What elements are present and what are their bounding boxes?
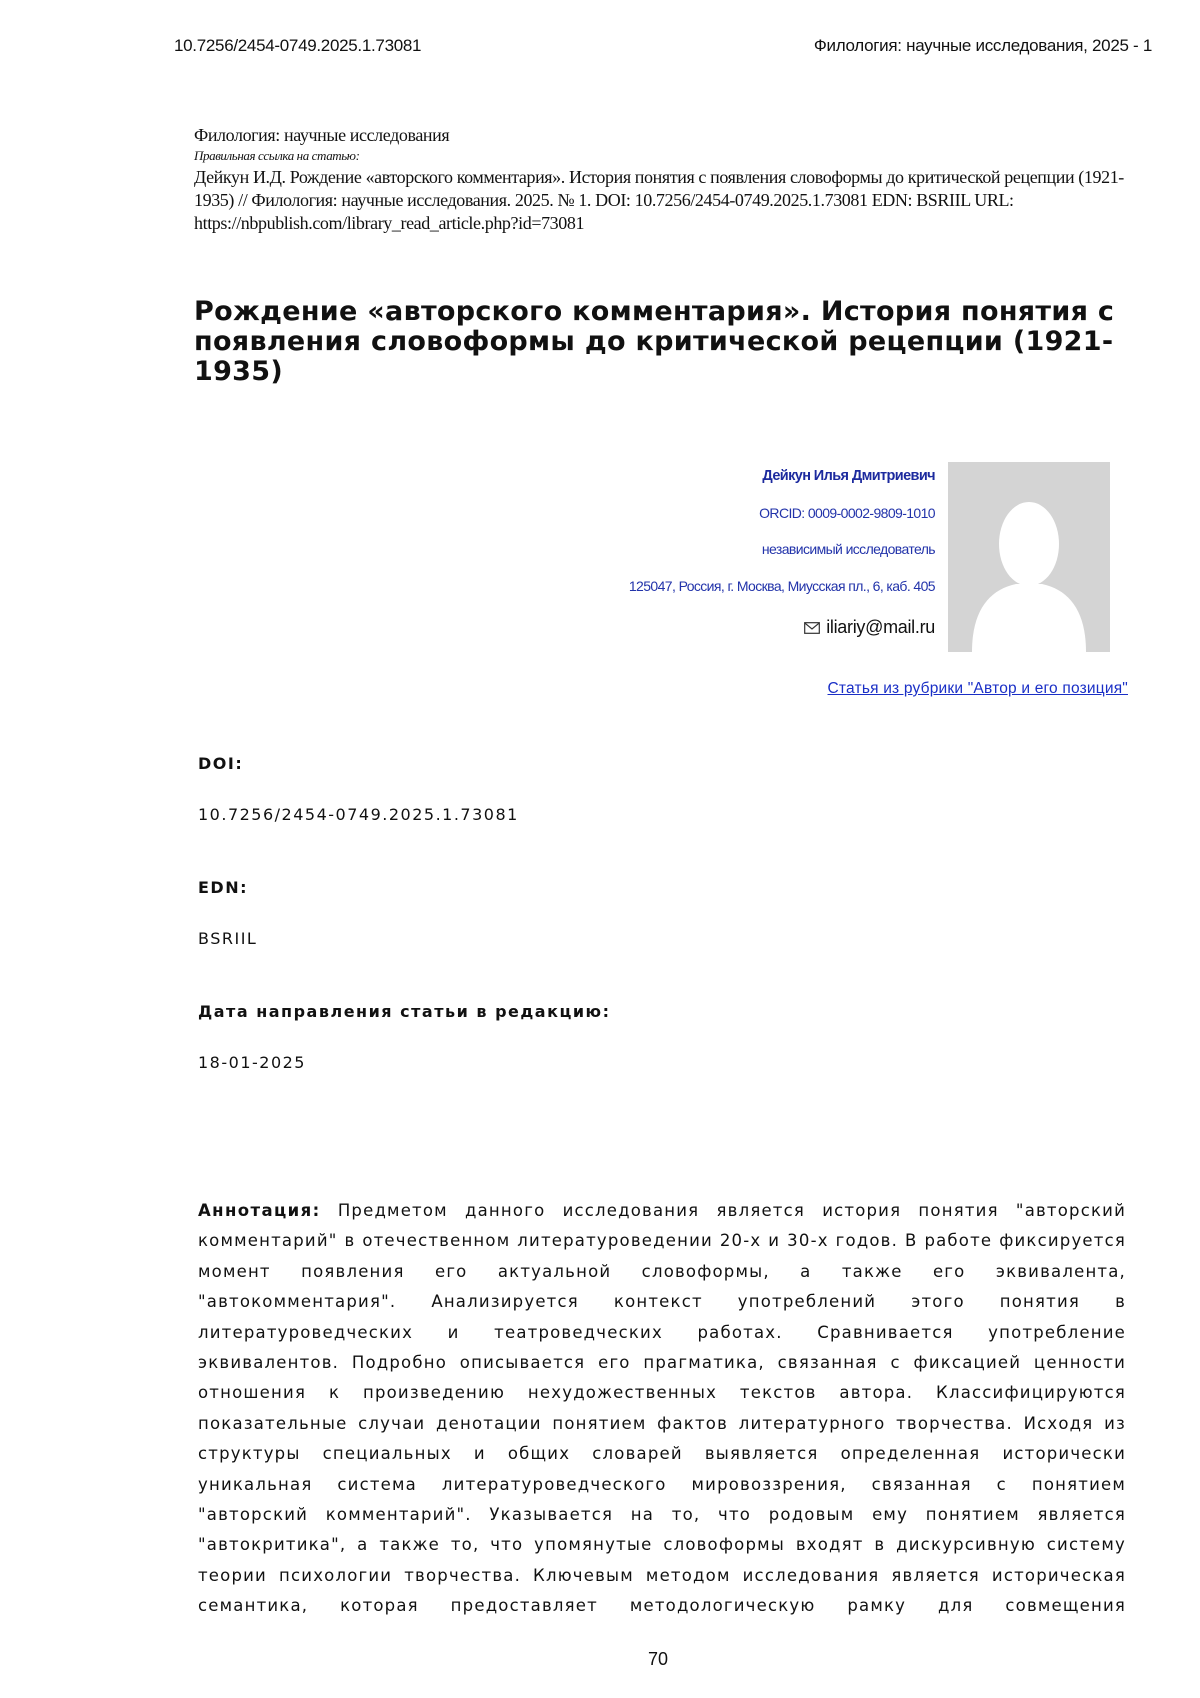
rubric-link[interactable]: Статья из рубрики "Автор и его позиция" bbox=[828, 680, 1128, 698]
author-photo-placeholder bbox=[948, 462, 1110, 652]
abstract-label: Аннотация: bbox=[198, 1201, 321, 1220]
envelope-icon bbox=[804, 622, 820, 634]
submission-date-value: 18-01-2025 bbox=[198, 1053, 306, 1072]
edn-label: EDN: bbox=[198, 878, 248, 897]
submission-date-label: Дата направления статьи в редакцию: bbox=[198, 1002, 610, 1021]
doi-value: 10.7256/2454-0749.2025.1.73081 bbox=[198, 805, 519, 824]
citation-journal: Филология: научные исследования bbox=[194, 125, 1124, 146]
author-email[interactable] bbox=[804, 617, 935, 638]
doi-label: DOI: bbox=[198, 754, 243, 773]
header-journal-issue: Филология: научные исследования, 2025 - 1 bbox=[814, 36, 1152, 56]
page-number: 70 bbox=[0, 1649, 1200, 1670]
author-orcid[interactable]: ORCID: 0009-0002-9809-1010 bbox=[759, 505, 935, 521]
author-email-address[interactable]: iliariy@mail.ru bbox=[826, 617, 935, 638]
article-title: Рождение «авторского комментария». История понятия с появления словоформы до критической рецепции (1921-1935) bbox=[194, 297, 1124, 387]
abstract-text: Предметом данного исследования является история понятия "авторский комментарий" в отечественном литературоведении 20-х и 30-х годов. В работе фиксируется момент появления его актуальной словоформы, а также его эквивалента, "автокомментария". Анализируется контекст употреблений этого понятия в литературоведческих и театроведческих работах. Сравнивается употребление эквивалентов. Подробно описывается его прагматика, связанная с фиксацией ценности отношения к произведению нехудожественных текстов автора. Классифицируются показательные случаи денотации понятием фактов литературного творчества. Исходя из структуры специальных и общих словарей выявляется определенная исторически уникальная система литературоведческого мировоззрения, связанная с понятием "авторский комментарий". Указывается на то, что родовым ему понятием является "автокритика", а также то, что упомянутые словоформы входят в дискурсивную систему теории психологии творчества. Ключевым методом исследования является историческая семантика, которая предоставляет методологическую рамку для совмещения bbox=[198, 1201, 1126, 1615]
citation-label: Правильная ссылка на статью: bbox=[194, 148, 1124, 164]
author-name: Дейкун Илья Дмитриевич bbox=[762, 468, 935, 484]
author-affiliation: независимый исследователь bbox=[762, 541, 935, 557]
author-address: 125047, Россия, г. Москва, Миусская пл., 6, каб. 405 bbox=[629, 578, 935, 594]
header-doi: 10.7256/2454-0749.2025.1.73081 bbox=[174, 36, 421, 56]
edn-value: BSRIIL bbox=[198, 929, 257, 948]
abstract bbox=[198, 1196, 1126, 1622]
citation-text: Дейкун И.Д. Рождение «авторского комментария». История понятия с появления словоформы до критической рецепции (1921-1935) // Филология: научные исследования. 2025. № 1. DOI: 10.7256/2454-0749.2025.1.73081 EDN: BSRIIL URL: https://nbpublish.com/library_read_article.php?id=73081 bbox=[194, 166, 1124, 235]
